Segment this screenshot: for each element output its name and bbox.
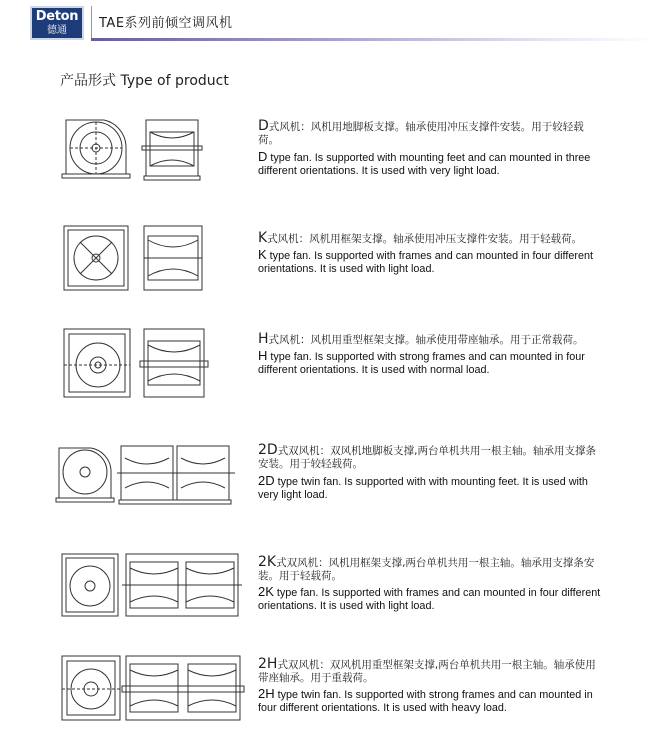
d-en-text: D type fan. Is supported with mounting feet and can mounted in three different orientations. It is used with very light load. — [258, 149, 591, 177]
logo-text-en: Deton — [35, 9, 79, 24]
2d-fan-drawing — [55, 440, 245, 516]
header-accent-bar — [91, 38, 655, 41]
d-fan-drawing — [60, 112, 220, 190]
2h-description — [258, 658, 603, 715]
k-zh-text: K式风机：风机用框架支撑。轴承使用冲压支撑件安装。用于轻载荷。 — [258, 230, 583, 246]
h-zh-text: H式风机：风机用重型框架支撑。轴承使用带座轴承。用于正常载荷。 — [258, 331, 584, 347]
h-fan-drawing — [60, 325, 220, 405]
2k-zh-text: 2K式双风机：风机用框架支撑,两台单机共用一根主轴。轴承用支撑条安装。用于轻载荷。 — [258, 554, 595, 582]
2d-zh-text: 2D式双风机：双风机地脚板支撑,两台单机共用一根主轴。轴承用支撑条安装。用于较轻载荷。 — [258, 442, 597, 470]
2d-description — [258, 444, 603, 502]
deton-logo — [30, 6, 84, 40]
k-description — [258, 232, 603, 276]
product-item-d — [0, 112, 655, 197]
h-en-text: H type fan. Is supported with strong frames and can mounted in four different orientations. It is used with normal load. — [258, 348, 585, 376]
h-description — [258, 333, 603, 377]
2k-en-text: 2K type fan. Is supported with frames and can mounted in four different orientations. It is used with light load. — [258, 584, 601, 612]
2k-description — [258, 556, 603, 613]
section-title: 产品形式 Type of product — [60, 73, 229, 89]
product-item-2h — [0, 652, 655, 732]
k-fan-drawing — [60, 220, 220, 300]
logo-text-zh: 德通 — [47, 25, 67, 36]
page-header — [0, 0, 655, 46]
product-item-h — [0, 325, 655, 410]
header-title: TAE系列前倾空调风机 — [99, 16, 233, 31]
2h-zh-text: 2H式双风机：双风机用重型框架支撑,两台单机共用一根主轴。轴承使用带座轴承。用于重载荷。 — [258, 656, 596, 684]
2d-en-text: 2D type twin fan. Is supported with with mounting feet. It is used with very light load. — [258, 473, 588, 501]
k-en-text: K type fan. Is supported with frames and can mounted in four different orientations. It is used with light load. — [258, 247, 593, 275]
product-item-k — [0, 220, 655, 305]
header-divider — [91, 6, 92, 40]
product-item-2k — [0, 550, 655, 635]
2h-fan-drawing — [58, 652, 248, 728]
d-description — [258, 120, 603, 178]
product-item-2d — [0, 440, 655, 525]
2h-en-text: 2H type twin fan. Is supported with strong frames and can mounted in four different orientations. It is used with heavy load. — [258, 686, 593, 714]
2k-fan-drawing — [58, 550, 248, 626]
d-zh-text: D式风机：风机用地脚板支撑。轴承使用冲压支撑件安装。用于较轻载荷。 — [258, 118, 584, 146]
